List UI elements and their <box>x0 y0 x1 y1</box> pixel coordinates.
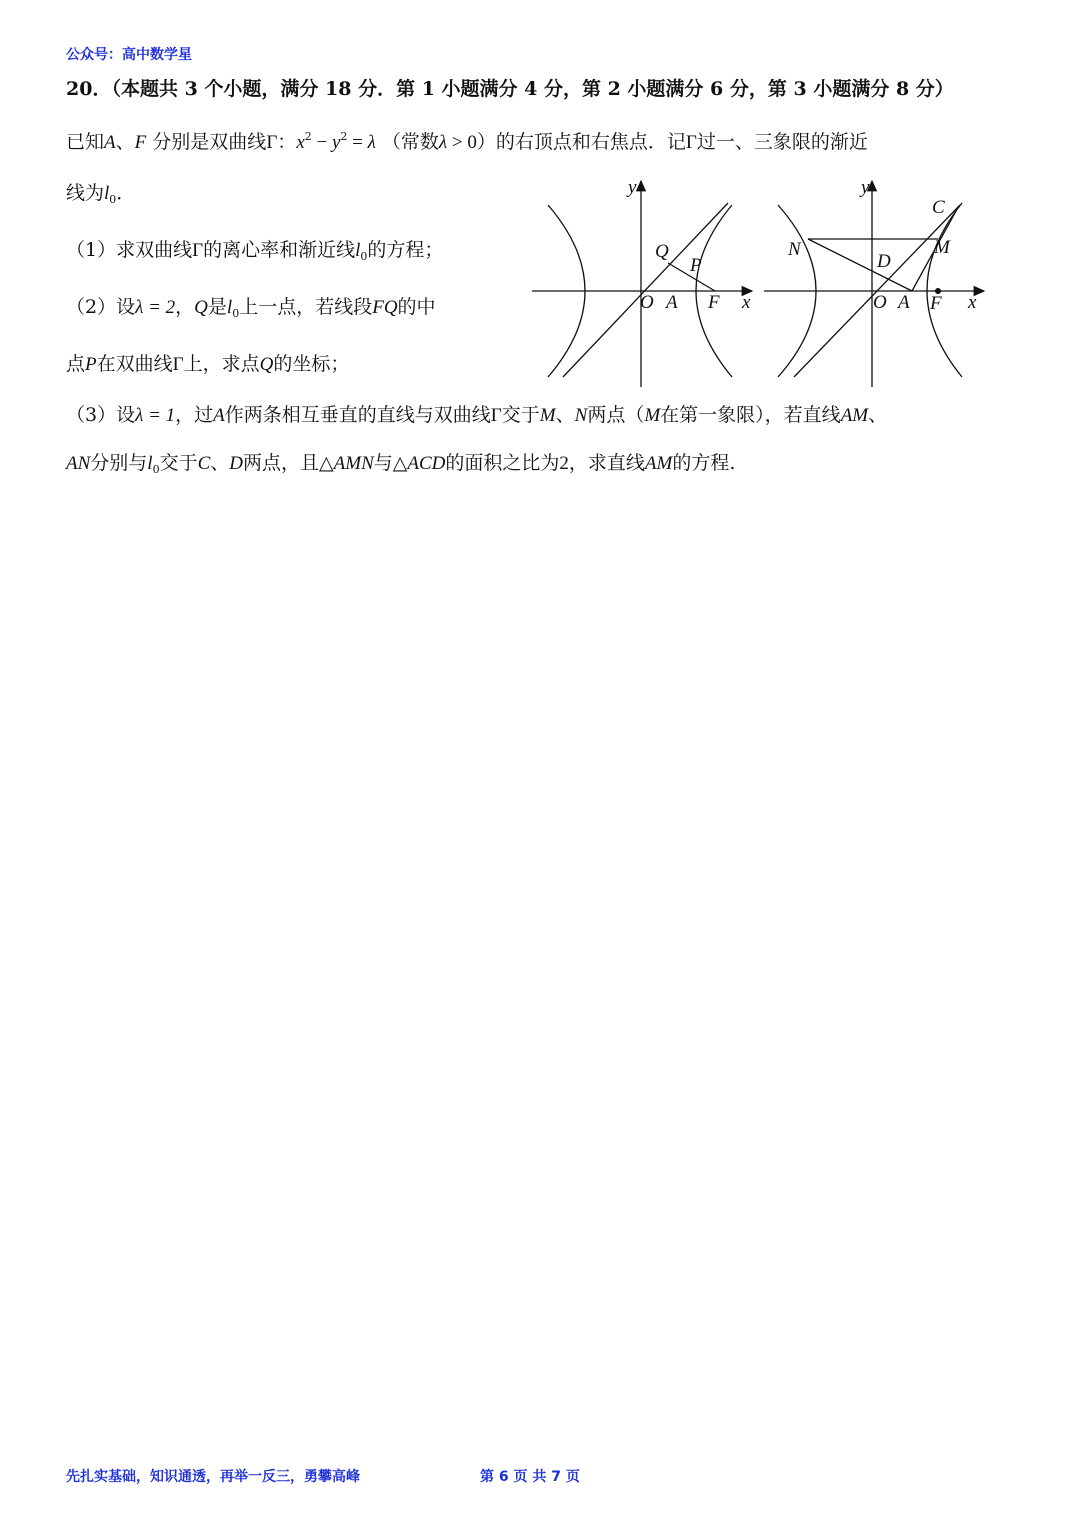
q3-text: 两点，且△ <box>243 452 334 474</box>
question-2-line-1 <box>66 295 436 326</box>
q3-text: 与△ <box>373 452 408 474</box>
label-P: P <box>690 255 702 276</box>
label-x: x <box>742 292 751 313</box>
q2-text: 在双曲线 <box>96 353 173 375</box>
figure-2-hyperbola <box>762 175 992 390</box>
given-line-2 <box>66 181 135 212</box>
question-1 <box>66 238 443 269</box>
math-C: C <box>197 453 211 474</box>
label-M: M <box>934 237 950 258</box>
math-M: M <box>539 405 556 426</box>
math-gamma: Γ <box>266 132 278 153</box>
math-two: 2 <box>559 453 569 474</box>
math-A: A <box>104 132 116 153</box>
given-text: 分别是双曲线 <box>152 131 267 153</box>
question-3-line-2 <box>66 451 735 482</box>
math-Q: Q <box>194 297 208 318</box>
q3-text: 、 <box>555 404 575 426</box>
math-lambda: λ <box>367 132 376 153</box>
math-x: x <box>296 132 305 153</box>
given-text: ： <box>277 131 297 153</box>
math-A: A <box>213 405 225 426</box>
header-tag: 公众号：高中数学星 <box>66 47 192 63</box>
math-l: l <box>355 240 361 261</box>
math-ACD: ACD <box>407 453 446 474</box>
math-l: l <box>226 297 233 318</box>
given-text: 过一、三象限的渐近 <box>696 131 868 153</box>
label-A: A <box>898 292 910 313</box>
given-text: 线为 <box>66 182 105 204</box>
label-O: O <box>640 292 654 313</box>
problem-heading <box>66 77 954 101</box>
q3-text: 交于 <box>501 404 540 426</box>
math-l: l <box>104 183 110 204</box>
footer-page-number: 第 6 页 共 7 页 <box>480 1469 580 1485</box>
given-text: 、 <box>115 131 135 153</box>
q1-text: 的离心率和渐近线 <box>203 239 356 261</box>
q2-text: 的坐标； <box>273 353 350 375</box>
figure-1-hyperbola <box>530 175 760 390</box>
q3-text: ，求直线 <box>568 452 645 474</box>
math-AM: AM <box>644 453 673 474</box>
given-text: ）的右顶点和右焦点．记 <box>476 131 686 153</box>
math-P: P <box>85 354 97 375</box>
label-y: y <box>628 177 637 198</box>
q3-text: 作两条相互垂直的直线与双曲线 <box>224 404 491 426</box>
sup-2: 2 <box>340 130 348 143</box>
q2-text: 点 <box>66 353 86 375</box>
label-x: x <box>968 292 977 313</box>
math-cond: λ = 2 <box>135 297 176 318</box>
line-AN <box>808 239 912 291</box>
label-y: y <box>861 177 870 198</box>
math-gamma: Γ <box>490 405 502 426</box>
sub-0: 0 <box>232 307 240 320</box>
label-O: O <box>873 292 887 313</box>
math-l: l <box>147 453 153 474</box>
q2-text: （2）设 <box>66 296 136 318</box>
asymptote-l0 <box>563 203 728 377</box>
math-gamma: Γ <box>192 240 204 261</box>
math-cond: λ = 1 <box>135 405 176 426</box>
q2-text: 上一点，若线段 <box>239 296 373 318</box>
q3-text: 的面积之比为 <box>445 452 560 474</box>
footer-motto: 先扎实基础，知识通透，再举一反三，勇攀高峰 <box>66 1469 360 1485</box>
q3-text: 的方程. <box>672 452 736 474</box>
sup-2: 2 <box>304 130 312 143</box>
q3-text: 交于 <box>159 452 198 474</box>
math-gt0: > 0 <box>447 132 477 153</box>
label-D: D <box>877 251 891 272</box>
q3-text: 、 <box>868 404 888 426</box>
math-FQ: FQ <box>372 297 398 318</box>
problem-intro: （本题共 3 个小题，满分 18 分．第 1 小题满分 4 分，第 2 小题满分 6 分，第 3 小题满分 8 分） <box>111 78 954 100</box>
math-M: M <box>644 405 661 426</box>
label-A: A <box>666 292 678 313</box>
math-minus: − <box>311 132 332 153</box>
label-Q: Q <box>655 241 669 262</box>
q3-text: 两点（ <box>587 404 645 426</box>
math-gamma: Γ <box>685 132 697 153</box>
q2-text: 的中 <box>397 296 436 318</box>
math-AM: AM <box>840 405 869 426</box>
sub-0: 0 <box>109 193 117 206</box>
math-y: y <box>331 132 341 153</box>
given-text: （常数 <box>381 131 439 153</box>
math-F: F <box>134 132 147 153</box>
question-2-line-2 <box>66 352 349 377</box>
math-eq: = <box>347 132 368 153</box>
q3-text: （3）设 <box>66 404 136 426</box>
q1-text: （1）求双曲线 <box>66 239 193 261</box>
q1-text: 的方程； <box>367 239 444 261</box>
q2-text: ， <box>175 296 195 318</box>
given-text: 已知 <box>66 131 105 153</box>
label-F: F <box>930 293 942 314</box>
math-AMN: AMN <box>333 453 374 474</box>
sub-0: 0 <box>360 250 368 263</box>
math-D: D <box>229 453 244 474</box>
q2-text: 是 <box>207 296 227 318</box>
label-C: C <box>932 197 945 218</box>
math-gamma: Γ <box>172 354 184 375</box>
q3-text: 在第一象限），若直线 <box>660 404 841 426</box>
q3-text: ，过 <box>175 404 214 426</box>
q2-text: 上，求点 <box>183 353 260 375</box>
question-3-line-1 <box>66 403 887 428</box>
math-N: N <box>574 405 588 426</box>
math-lambda: λ <box>438 132 448 153</box>
given-text: ． <box>116 182 136 204</box>
sub-0: 0 <box>152 463 160 476</box>
problem-number: 20． <box>66 78 112 100</box>
label-F: F <box>708 292 720 313</box>
math-Q: Q <box>259 354 274 375</box>
label-N: N <box>788 239 801 260</box>
hyperbola-right-branch <box>927 203 962 377</box>
q3-text: 分别与 <box>90 452 148 474</box>
q3-text: 、 <box>210 452 230 474</box>
given-line-1 <box>66 125 868 155</box>
math-AN: AN <box>66 453 91 474</box>
